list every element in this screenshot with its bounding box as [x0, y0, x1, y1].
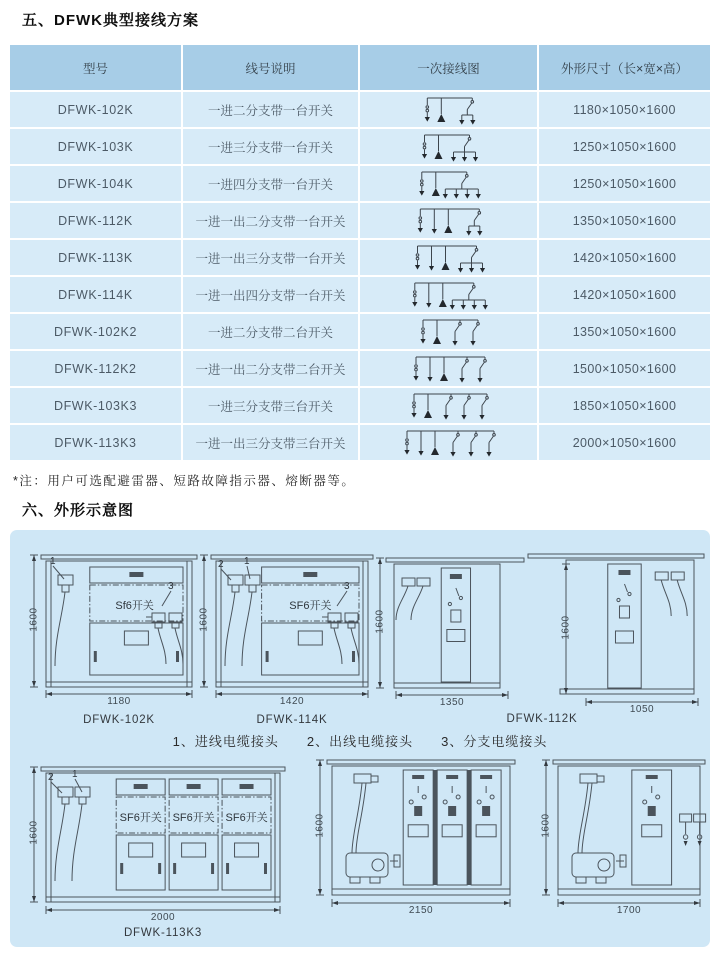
callout-label: SF6开关 — [119, 812, 162, 824]
table-body — [10, 92, 710, 460]
size-cell: 1350×1050×1600 — [539, 314, 710, 349]
dim-width-label: 1180 — [107, 696, 131, 707]
one-line-diagram — [395, 204, 503, 238]
one-line-diagram — [395, 426, 503, 460]
dim-width-label: 1700 — [616, 905, 642, 916]
desc-cell: 一进一出四分支带一台开关 — [183, 277, 358, 312]
table-row — [10, 388, 710, 423]
diagram-cell — [360, 203, 537, 238]
model-cell: DFWK-114K — [10, 277, 181, 312]
dim-height-label: 1600 — [314, 813, 326, 838]
dim-width-label: 1050 — [629, 704, 655, 715]
table-row — [10, 240, 710, 275]
model-cell: DFWK-103K — [10, 129, 181, 164]
diagram-cell — [360, 166, 537, 201]
col-header-diagram: 一次接线图 — [360, 45, 537, 90]
table-header-row — [10, 45, 710, 90]
callout-label: SF6开关 — [172, 812, 215, 824]
drawing-dfwk-113k3 — [30, 767, 285, 914]
table-row — [10, 92, 710, 127]
table-row — [10, 277, 710, 312]
desc-cell: 一进一出三分支带一台开关 — [183, 240, 358, 275]
size-cell: 1420×1050×1600 — [539, 240, 710, 275]
size-cell: 1420×1050×1600 — [539, 277, 710, 312]
drawing-caption: DFWK-102K — [83, 714, 155, 726]
section-title-wiring: 五、DFWK典型接线方案 — [22, 12, 199, 29]
callout-label: 1 — [50, 556, 56, 567]
col-header-model: 型号 — [10, 45, 181, 90]
outline-drawings-panel — [10, 530, 710, 947]
model-cell: DFWK-104K — [10, 166, 181, 201]
diagram-cell — [360, 351, 537, 386]
drawing-dfwk-114k — [200, 555, 373, 698]
one-line-diagram — [395, 93, 503, 127]
desc-cell: 一进一出二分支带一台开关 — [183, 203, 358, 238]
table-row — [10, 166, 710, 201]
dim-height-label: 1600 — [28, 607, 40, 632]
dim-width-label: 1420 — [279, 696, 305, 707]
size-cell: 1180×1050×1600 — [539, 92, 710, 127]
callout-label: SF6开关 — [225, 812, 268, 824]
one-line-diagram — [395, 167, 503, 201]
cable-legend: 1、进线电缆接头 2、出线电缆接头 3、分支电缆接头 — [172, 734, 548, 749]
size-cell: 1250×1050×1600 — [539, 166, 710, 201]
footnote: *注：用户可选配避雷器、短路故障指示器、熔断器等。 — [13, 474, 356, 488]
dim-height-label: 1600 — [374, 609, 386, 634]
size-cell: 1500×1050×1600 — [539, 351, 710, 386]
diagram-cell — [360, 240, 537, 275]
col-header-desc: 线号说明 — [183, 45, 358, 90]
model-cell: DFWK-113K3 — [10, 425, 181, 460]
drawing-dfwk-interior-2150 — [316, 760, 515, 907]
drawing-dfwk-interior-1700 — [542, 760, 706, 907]
callout-label: 2 — [48, 772, 54, 783]
table-row — [10, 425, 710, 460]
one-line-diagram — [395, 389, 503, 423]
dim-width-label: 2000 — [150, 912, 176, 923]
callout-label: 2 — [218, 559, 224, 570]
size-cell: 1250×1050×1600 — [539, 129, 710, 164]
desc-cell: 一进三分支带一台开关 — [183, 129, 358, 164]
one-line-diagram — [395, 315, 503, 349]
diagram-cell — [360, 277, 537, 312]
diagram-cell — [360, 129, 537, 164]
dim-height-label: 1600 — [198, 607, 210, 632]
size-cell: 1350×1050×1600 — [539, 203, 710, 238]
table-row — [10, 314, 710, 349]
desc-cell: 一进一出三分支带三台开关 — [183, 425, 358, 460]
drawing-dfwk-112k-front — [376, 558, 524, 699]
callout-label: 3 — [344, 581, 350, 592]
model-cell: DFWK-103K3 — [10, 388, 181, 423]
size-cell: 2000×1050×1600 — [539, 425, 710, 460]
desc-cell: 一进一出二分支带二台开关 — [183, 351, 358, 386]
one-line-diagram — [395, 352, 503, 386]
size-cell: 1850×1050×1600 — [539, 388, 710, 423]
diagram-cell — [360, 92, 537, 127]
wiring-scheme-table — [10, 45, 710, 462]
dim-height-label: 1600 — [28, 820, 40, 845]
table-row — [10, 203, 710, 238]
model-cell: DFWK-102K2 — [10, 314, 181, 349]
desc-cell: 一进四分支带一台开关 — [183, 166, 358, 201]
table-row — [10, 351, 710, 386]
drawing-caption: DFWK-112K — [506, 713, 578, 725]
col-header-size: 外形尺寸（长×宽×高） — [539, 45, 710, 90]
dim-width-label: 2150 — [408, 905, 434, 916]
one-line-diagram — [395, 130, 503, 164]
diagram-cell — [360, 425, 537, 460]
callout-label: 3 — [168, 581, 174, 592]
model-cell: DFWK-113K — [10, 240, 181, 275]
callout-label: Sf6开关 — [115, 600, 154, 612]
one-line-diagram — [395, 241, 503, 275]
one-line-diagram — [395, 278, 503, 312]
model-cell: DFWK-112K — [10, 203, 181, 238]
callout-label: 1 — [244, 556, 250, 567]
drawing-caption: DFWK-114K — [256, 714, 328, 726]
desc-cell: 一进二分支带一台开关 — [183, 92, 358, 127]
callout-label: 1 — [72, 769, 78, 780]
diagram-cell — [360, 388, 537, 423]
section-title-outline: 六、外形示意图 — [22, 502, 135, 519]
drawing-dfwk-112k-side — [528, 554, 704, 706]
model-cell: DFWK-112K2 — [10, 351, 181, 386]
model-cell: DFWK-102K — [10, 92, 181, 127]
dim-height-label: 1600 — [560, 615, 572, 640]
diagram-cell — [360, 314, 537, 349]
dim-height-label: 1600 — [540, 813, 552, 838]
drawing-dfwk-102k — [30, 555, 197, 698]
desc-cell: 一进二分支带二台开关 — [183, 314, 358, 349]
desc-cell: 一进三分支带三台开关 — [183, 388, 358, 423]
table-row — [10, 129, 710, 164]
dim-width-label: 1350 — [439, 697, 465, 708]
drawing-caption: DFWK-113K3 — [123, 927, 203, 939]
callout-label: SF6开关 — [289, 600, 332, 612]
